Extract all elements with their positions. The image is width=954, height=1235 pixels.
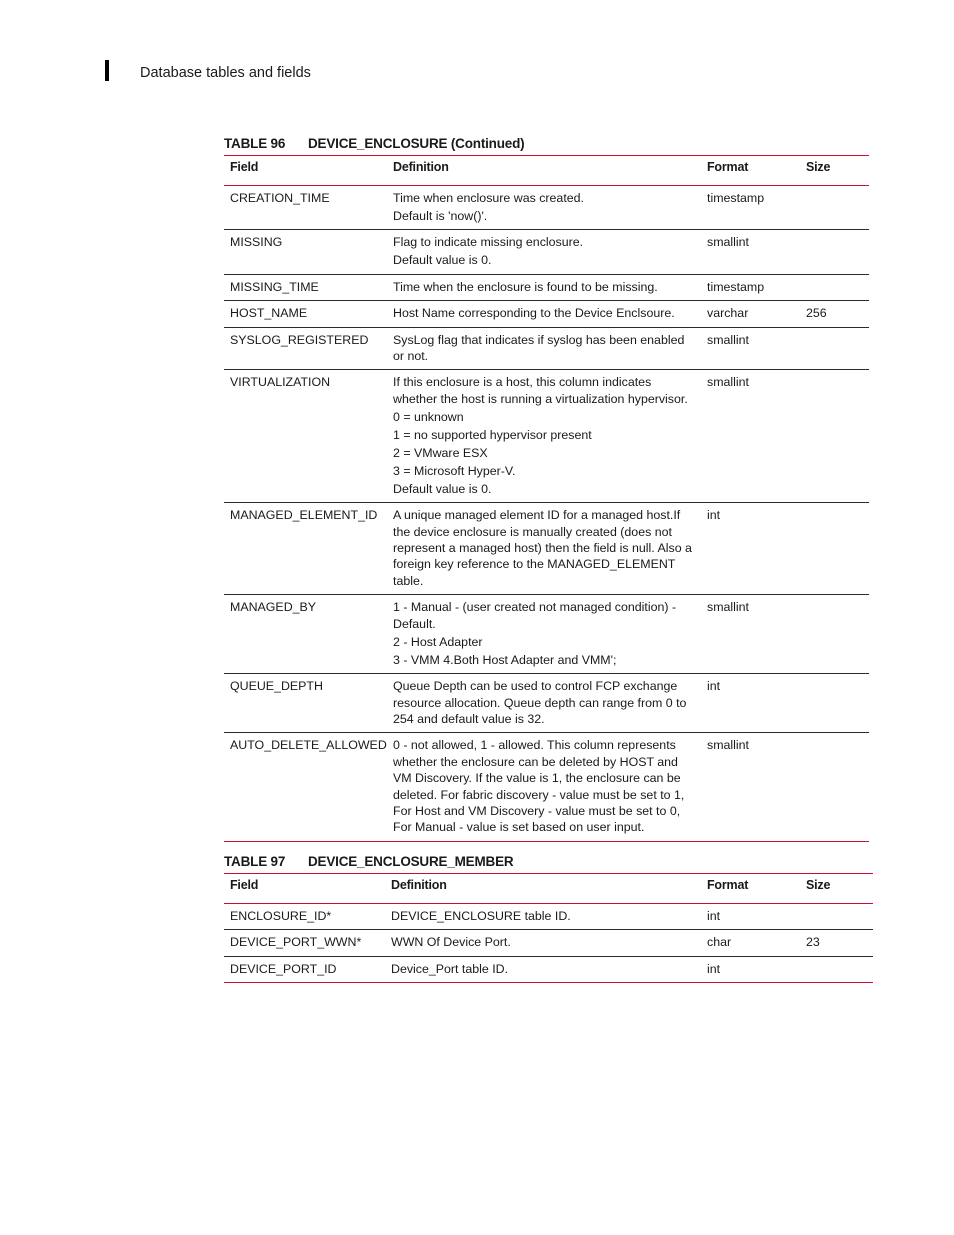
table-row — [224, 370, 869, 503]
format-cell: smallint — [701, 595, 800, 674]
field-cell: SYSLOG_REGISTERED — [224, 327, 387, 370]
column-header-definition: Definition — [385, 874, 701, 904]
table-row — [224, 674, 869, 733]
definition-line: 1 - Manual - (user created not managed condition) - Default. — [393, 600, 677, 631]
size-cell — [800, 186, 869, 230]
table-96-block — [224, 135, 869, 842]
table-97-block — [224, 853, 873, 983]
definition-cell — [387, 503, 701, 595]
format-cell: smallint — [701, 230, 800, 274]
field-cell: QUEUE_DEPTH — [224, 674, 387, 733]
definition-line: SysLog flag that indicates if syslog has been enabled or not. — [393, 332, 685, 364]
definition-cell — [387, 595, 701, 674]
margin-bar — [105, 60, 109, 81]
field-cell: AUTO_DELETE_ALLOWED — [230, 738, 387, 753]
table-97-header-row — [224, 874, 873, 904]
definition-line: A unique managed element ID for a managed host.If the device enclosure is manually created (does not represent a managed host) then the field is null. Also a foreign key reference to the MANAGED_ELEMENT table. — [393, 508, 692, 588]
table-97-number: TABLE 97 — [224, 854, 286, 869]
definition-line: 3 = Microsoft Hyper-V. — [393, 463, 516, 478]
format-cell: smallint — [701, 370, 800, 503]
size-cell — [800, 503, 869, 595]
definition-line: 2 - Host Adapter — [393, 634, 483, 649]
field-cell: MISSING — [224, 230, 387, 274]
table-96-title: DEVICE_ENCLOSURE (Continued) — [308, 136, 525, 151]
definition-line: Default value is 0. — [393, 481, 492, 496]
format-cell: int — [701, 674, 800, 733]
field-cell: HOST_NAME — [224, 301, 387, 327]
field-cell: VIRTUALIZATION — [224, 370, 387, 503]
definition-line: Device_Port table ID. — [391, 961, 509, 976]
definition-line: Flag to indicate missing enclosure. — [393, 235, 584, 250]
field-cell: MANAGED_BY — [224, 595, 387, 674]
size-cell — [800, 370, 869, 503]
definition-line: Time when the enclosure is found to be missing. — [393, 279, 658, 294]
definition-line: DEVICE_ENCLOSURE table ID. — [391, 909, 571, 923]
table-row — [224, 274, 869, 300]
table-96-caption — [224, 135, 869, 153]
table-96 — [224, 155, 869, 842]
column-header-size: Size — [800, 156, 869, 186]
size-cell — [800, 733, 869, 841]
size-cell: 256 — [800, 301, 869, 327]
definition-cell — [385, 930, 701, 956]
format-cell: char — [701, 930, 800, 956]
table-96-number: TABLE 96 — [224, 136, 286, 151]
table-row — [224, 733, 869, 841]
definition-line: WWN Of Device Port. — [391, 935, 511, 950]
table-row — [224, 503, 869, 595]
size-cell — [800, 595, 869, 674]
format-cell: int — [707, 961, 721, 976]
definition-line: 2 = VMware ESX — [393, 445, 488, 460]
definition-line: 3 - VMM 4.Both Host Adapter and VMM'; — [393, 652, 617, 667]
table-row — [224, 186, 869, 230]
table-96-header-row — [224, 156, 869, 186]
table-row — [224, 327, 869, 370]
definition-line: If this enclosure is a host, this column indicates whether the host is running a virtualization hypervisor. — [393, 375, 688, 406]
format-cell: int — [701, 904, 800, 930]
definition-line: Time when enclosure was created. — [393, 191, 584, 205]
table-row — [224, 595, 869, 674]
definition-cell — [387, 370, 701, 503]
field-cell: MANAGED_ELEMENT_ID — [224, 503, 387, 595]
field-cell: CREATION_TIME — [224, 186, 387, 230]
field-cell: ENCLOSURE_ID* — [224, 904, 385, 930]
size-cell — [800, 904, 873, 930]
table-97-title: DEVICE_ENCLOSURE_MEMBER — [308, 854, 514, 869]
definition-cell — [387, 301, 701, 327]
format-cell: smallint — [707, 738, 749, 753]
definition-line: Default value is 0. — [393, 253, 492, 268]
format-cell: timestamp — [701, 186, 800, 230]
size-cell: 23 — [800, 930, 873, 956]
table-row — [224, 930, 873, 956]
table-row — [224, 956, 873, 982]
table-97 — [224, 873, 873, 983]
definition-line: Queue Depth can be used to control FCP exchange resource allocation. Queue depth can range from 0 to 254 and default value is 32. — [393, 679, 687, 726]
table-row — [224, 301, 869, 327]
format-cell: int — [701, 503, 800, 595]
definition-cell — [387, 230, 701, 274]
field-cell: DEVICE_PORT_ID — [230, 961, 337, 976]
size-cell — [800, 956, 873, 982]
size-cell — [800, 230, 869, 274]
definition-cell — [385, 904, 701, 930]
definition-cell — [387, 327, 701, 370]
format-cell: timestamp — [701, 274, 800, 300]
definition-line: Default is 'now()'. — [393, 209, 488, 223]
column-header-field: Field — [224, 156, 387, 186]
column-header-format: Format — [701, 874, 800, 904]
definition-cell — [387, 186, 701, 230]
definition-line: 1 = no supported hypervisor present — [393, 427, 592, 442]
table-row — [224, 230, 869, 274]
definition-line: Host Name corresponding to the Device Enclsoure. — [393, 306, 675, 321]
size-cell — [800, 274, 869, 300]
field-cell: MISSING_TIME — [224, 274, 387, 300]
running-header: Database tables and fields — [140, 65, 311, 81]
format-cell: varchar — [701, 301, 800, 327]
definition-line: 0 - not allowed, 1 - allowed. This column represents whether the enclosure can be deleted by HOST and VM Discovery. If the value is 1, the enclosure can be deleted. For fabric discovery - value must be set to 1, For Host and VM Discovery - value must be set to 0, For Manual - value is set based on user input. — [393, 738, 685, 835]
definition-cell — [387, 733, 701, 841]
column-header-field: Field — [224, 874, 385, 904]
format-cell: smallint — [701, 327, 800, 370]
column-header-definition: Definition — [387, 156, 701, 186]
table-row — [224, 904, 873, 930]
size-cell — [800, 327, 869, 370]
definition-cell — [387, 674, 701, 733]
column-header-format: Format — [701, 156, 800, 186]
column-header-size: Size — [800, 874, 873, 904]
field-cell: DEVICE_PORT_WWN* — [224, 930, 385, 956]
definition-cell — [385, 956, 701, 982]
definition-cell — [387, 274, 701, 300]
table-97-caption — [224, 853, 873, 871]
definition-line: 0 = unknown — [393, 409, 464, 424]
size-cell — [800, 674, 869, 733]
